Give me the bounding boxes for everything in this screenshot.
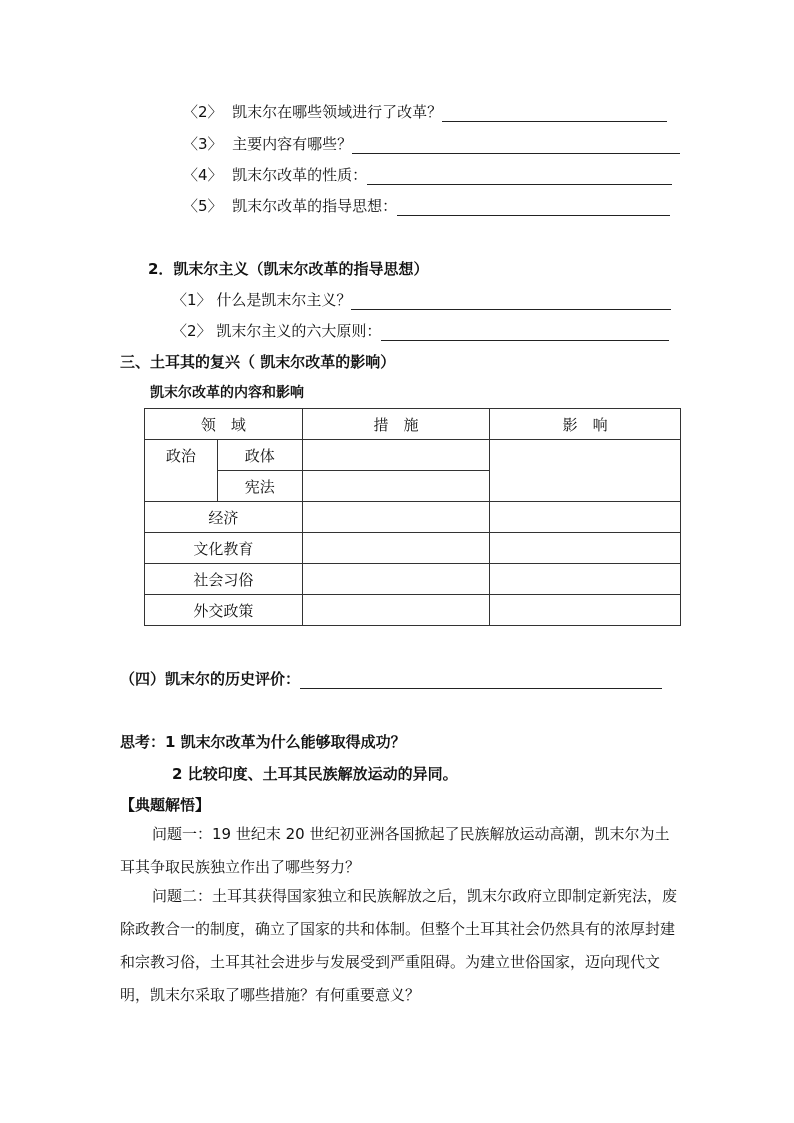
item-number: 〈2〉 xyxy=(172,322,212,340)
measures-cell[interactable] xyxy=(302,502,490,533)
row-label: 文化教育 xyxy=(145,533,303,564)
question-text: 凯末尔改革的性质： xyxy=(232,166,368,184)
politics-sub-regime: 政体 xyxy=(217,440,302,471)
measures-cell[interactable] xyxy=(302,595,490,626)
table-title: 凯末尔改革的内容和影响 xyxy=(150,385,304,401)
item-number: 〈1〉 xyxy=(172,291,212,309)
measures-cell[interactable] xyxy=(302,533,490,564)
section-4-label: （四）凯末尔的历史评价： xyxy=(120,670,301,688)
table-row xyxy=(145,595,681,626)
answer-blank[interactable] xyxy=(351,293,671,310)
measures-cell[interactable] xyxy=(302,471,490,502)
row-label: 社会习俗 xyxy=(145,564,303,595)
answer-blank[interactable] xyxy=(300,672,662,689)
answer-blank[interactable] xyxy=(381,324,669,341)
row-label: 经济 xyxy=(145,502,303,533)
impact-cell[interactable] xyxy=(490,595,681,626)
section-2-item-1 xyxy=(172,290,671,310)
section-3-heading: 三、土耳其的复兴（ 凯末尔改革的影响） xyxy=(120,353,396,371)
reform-table xyxy=(144,408,681,626)
header-field: 领 域 xyxy=(145,409,303,440)
header-measures: 措 施 xyxy=(302,409,490,440)
question-text: 主要内容有哪些？ xyxy=(232,135,353,153)
table-row xyxy=(145,564,681,595)
section-2-heading: 2．凯末尔主义（凯末尔改革的指导思想） xyxy=(148,260,429,278)
question-3 xyxy=(183,134,680,154)
answer-blank[interactable] xyxy=(397,199,670,216)
question-2 xyxy=(183,102,667,122)
row-label: 外交政策 xyxy=(145,595,303,626)
table-header-row xyxy=(145,409,681,440)
politics-sub-constitution: 宪法 xyxy=(217,471,302,502)
politics-label: 政治 xyxy=(145,440,218,502)
answer-blank[interactable] xyxy=(367,168,672,185)
answer-blank[interactable] xyxy=(442,105,667,122)
question-5 xyxy=(183,196,670,216)
examples-heading: 【典题解悟】 xyxy=(120,796,211,814)
item-text: 凯末尔主义的六大原则： xyxy=(216,322,382,340)
thinking-question-1: 思考：1 凯末尔改革为什么能够取得成功？ xyxy=(120,733,406,751)
question-4 xyxy=(183,165,672,185)
impact-cell[interactable] xyxy=(490,440,681,502)
answer-blank[interactable] xyxy=(352,137,680,154)
impact-cell[interactable] xyxy=(490,533,681,564)
thinking-question-2: 2 比较印度、土耳其民族解放运动的异同。 xyxy=(172,765,458,783)
question-text: 凯末尔在哪些领域进行了改革？ xyxy=(232,103,443,121)
question-number: 〈2〉 xyxy=(183,103,223,121)
section-4-heading xyxy=(120,669,662,689)
table-row xyxy=(145,533,681,564)
example-paragraph-1: 问题一：19 世纪末 20 世纪初亚洲各国掀起了民族解放运动高潮，凯末尔为土耳其争取民族独立作出了哪些努力？ xyxy=(120,825,670,876)
question-number: 〈5〉 xyxy=(183,197,223,215)
measures-cell[interactable] xyxy=(302,564,490,595)
question-text: 凯末尔改革的指导思想： xyxy=(232,197,398,215)
table-row xyxy=(145,502,681,533)
example-paragraph-2: 问题二：土耳其获得国家独立和民族解放之后，凯末尔政府立即制定新宪法，废除政教合一的制度，确立了国家的共和体制。但整个土耳其社会仍然具有的浓厚封建和宗教习俗，土耳其社会进步与发展受到严重阻碍。为建立世俗国家，迈向现代文明，凯末尔采取了哪些措施？有何重要意义？ xyxy=(120,887,678,1004)
impact-cell[interactable] xyxy=(490,502,681,533)
header-impact: 影 响 xyxy=(490,409,681,440)
table-row xyxy=(145,440,681,471)
section-2-item-2 xyxy=(172,321,669,341)
measures-cell[interactable] xyxy=(302,440,490,471)
item-text: 什么是凯末尔主义？ xyxy=(216,291,352,309)
question-number: 〈4〉 xyxy=(183,166,223,184)
impact-cell[interactable] xyxy=(490,564,681,595)
question-number: 〈3〉 xyxy=(183,135,223,153)
